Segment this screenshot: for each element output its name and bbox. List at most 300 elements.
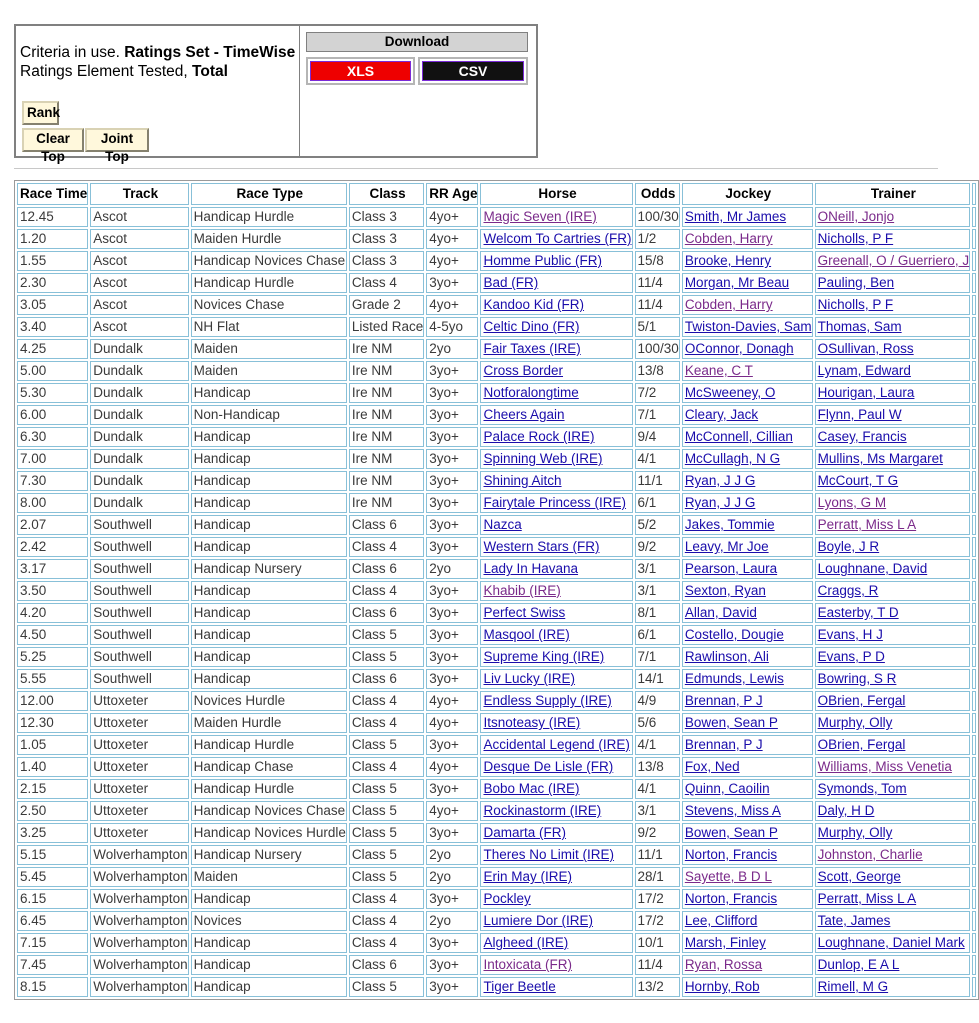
- horse-link[interactable]: Masqool (IRE): [483, 627, 570, 642]
- cell-race-time: 4.25: [17, 339, 88, 359]
- cell-overflow: [972, 471, 976, 491]
- cell-class: Class 6: [349, 603, 424, 623]
- jockey-link[interactable]: Pearson, Laura: [684, 561, 778, 576]
- cell-rr-age: 3yo+: [426, 955, 478, 975]
- table-row: [17, 207, 976, 227]
- horse-link[interactable]: Palace Rock (IRE): [483, 429, 595, 444]
- cell-race-type: Handicap: [191, 581, 347, 601]
- cell-race-time: 3.17: [17, 559, 88, 579]
- cell-class: Class 6: [349, 515, 424, 535]
- cell-race-type: Handicap Novices Chase: [191, 801, 347, 821]
- jockey-link[interactable]: Lee, Clifford: [684, 913, 758, 928]
- jockey-link[interactable]: Sexton, Ryan: [684, 583, 766, 598]
- cell-overflow: [972, 933, 976, 953]
- cell-rr-age: 4yo+: [426, 757, 478, 777]
- element-value: Total: [192, 63, 228, 80]
- cell-odds: 100/30: [635, 339, 680, 359]
- cell-horse: [480, 471, 632, 491]
- cell-race-time: 5.55: [17, 669, 88, 689]
- cell-trainer: [815, 955, 971, 975]
- cell-track: Ascot: [90, 295, 188, 315]
- jockey-link[interactable]: McConnell, Cillian: [684, 429, 793, 444]
- criteria-line-element: [20, 62, 299, 81]
- cell-class: Class 6: [349, 669, 424, 689]
- cell-jockey: [682, 273, 813, 293]
- trainer-link[interactable]: Thomas, Sam: [817, 319, 902, 334]
- col-header-class[interactable]: Class: [349, 183, 424, 205]
- trainer-link[interactable]: Perratt, Miss L A: [817, 891, 917, 906]
- cell-race-time: 12.00: [17, 691, 88, 711]
- cell-jockey: [682, 625, 813, 645]
- jockey-link[interactable]: Cobden, Harry: [684, 231, 773, 246]
- horse-link[interactable]: Pockley: [483, 891, 531, 906]
- trainer-link[interactable]: Rimell, M G: [817, 979, 889, 994]
- jockey-link[interactable]: Bowen, Sean P: [684, 715, 778, 730]
- horse-link[interactable]: Damarta (FR): [483, 825, 566, 840]
- cell-track: Wolverhampton: [90, 889, 188, 909]
- cell-overflow: [972, 427, 976, 447]
- cell-race-type: Handicap: [191, 933, 347, 953]
- jockey-link[interactable]: OConnor, Donagh: [684, 341, 794, 356]
- horse-link[interactable]: Intoxicata (FR): [483, 957, 573, 972]
- jockey-link[interactable]: Marsh, Finley: [684, 935, 766, 950]
- cell-horse: [480, 801, 632, 821]
- horse-link[interactable]: Endless Supply (IRE): [483, 693, 612, 708]
- cell-horse: [480, 559, 632, 579]
- cell-trainer: [815, 581, 971, 601]
- trainer-link[interactable]: Greenall, O / Guerriero, J: [817, 253, 970, 268]
- cell-rr-age: 3yo+: [426, 735, 478, 755]
- cell-overflow: [972, 757, 976, 777]
- cell-race-time: 6.00: [17, 405, 88, 425]
- cell-rr-age: 3yo+: [426, 361, 478, 381]
- cell-trainer: [815, 383, 971, 403]
- cell-race-type: Maiden Hurdle: [191, 713, 347, 733]
- trainer-link[interactable]: Johnston, Charlie: [817, 847, 923, 862]
- jockey-link[interactable]: Jakes, Tommie: [684, 517, 775, 532]
- cell-race-type: Handicap: [191, 625, 347, 645]
- cell-trainer: [815, 449, 971, 469]
- cell-odds: 11/4: [635, 955, 680, 975]
- horse-link[interactable]: Kandoo Kid (FR): [483, 297, 585, 312]
- horse-link[interactable]: Lumiere Dor (IRE): [483, 913, 594, 928]
- jockey-link[interactable]: Norton, Francis: [684, 891, 778, 906]
- cell-odds: 13/8: [635, 361, 680, 381]
- cell-overflow: [972, 977, 976, 997]
- cell-jockey: [682, 977, 813, 997]
- horse-link[interactable]: Bad (FR): [483, 275, 539, 290]
- cell-rr-age: 2yo: [426, 339, 478, 359]
- trainer-link[interactable]: Loughnane, David: [817, 561, 928, 576]
- cell-overflow: [972, 361, 976, 381]
- cell-odds: 13/8: [635, 757, 680, 777]
- cell-overflow: [972, 493, 976, 513]
- cell-race-type: Handicap: [191, 449, 347, 469]
- jockey-link[interactable]: Costello, Dougie: [684, 627, 784, 642]
- trainer-link[interactable]: Casey, Francis: [817, 429, 907, 444]
- jockey-link[interactable]: Quinn, Caoilin: [684, 781, 770, 796]
- trainer-link[interactable]: Evans, P D: [817, 649, 885, 664]
- cell-overflow: [972, 383, 976, 403]
- table-row: [17, 625, 976, 645]
- trainer-link[interactable]: McCourt, T G: [817, 473, 899, 488]
- table-header-row: [17, 183, 976, 205]
- horse-link[interactable]: Desque De Lisle (FR): [483, 759, 614, 774]
- trainer-link[interactable]: OBrien, Fergal: [817, 737, 906, 752]
- table-row: [17, 405, 976, 425]
- horse-link[interactable]: Rockinastorm (IRE): [483, 803, 602, 818]
- table-row: [17, 691, 976, 711]
- table-row: [17, 273, 976, 293]
- horse-link[interactable]: Cheers Again: [483, 407, 565, 422]
- jockey-link[interactable]: Ryan, J J G: [684, 495, 756, 510]
- horse-link[interactable]: Magic Seven (IRE): [483, 209, 597, 224]
- cell-rr-age: 3yo+: [426, 647, 478, 667]
- horse-link[interactable]: Liv Lucky (IRE): [483, 671, 576, 686]
- trainer-link[interactable]: Williams, Miss Venetia: [817, 759, 952, 774]
- cell-odds: 9/4: [635, 427, 680, 447]
- cell-race-type: Maiden: [191, 339, 347, 359]
- cell-race-time: 3.05: [17, 295, 88, 315]
- horse-link[interactable]: Supreme King (IRE): [483, 649, 605, 664]
- cell-horse: [480, 691, 632, 711]
- col-header-odds[interactable]: Odds: [635, 183, 680, 205]
- jockey-link[interactable]: Hornby, Rob: [684, 979, 760, 994]
- jockey-link[interactable]: Allan, David: [684, 605, 757, 620]
- download-csv-button[interactable]: [418, 57, 528, 85]
- cell-race-type: Handicap Hurdle: [191, 207, 347, 227]
- cell-odds: 14/1: [635, 669, 680, 689]
- cell-race-type: Handicap Novices Chase: [191, 251, 347, 271]
- trainer-link[interactable]: Symonds, Tom: [817, 781, 907, 796]
- cell-race-type: Handicap: [191, 603, 347, 623]
- jockey-link[interactable]: Ryan, J J G: [684, 473, 756, 488]
- element-label: Ratings Element Tested,: [20, 63, 193, 80]
- cell-race-type: Novices Hurdle: [191, 691, 347, 711]
- trainer-link[interactable]: OBrien, Fergal: [817, 693, 906, 708]
- cell-horse: [480, 361, 632, 381]
- cell-overflow: [972, 889, 976, 909]
- horse-link[interactable]: Itsnoteasy (IRE): [483, 715, 581, 730]
- clear-top-button[interactable]: Clear Top: [22, 128, 84, 152]
- cell-race-type: Handicap: [191, 515, 347, 535]
- cell-race-type: Handicap Novices Hurdle: [191, 823, 347, 843]
- cell-odds: 9/2: [635, 823, 680, 843]
- cell-overflow: [972, 405, 976, 425]
- cell-class: Class 4: [349, 713, 424, 733]
- cell-race-time: 12.30: [17, 713, 88, 733]
- table-row: [17, 977, 976, 997]
- horse-link[interactable]: Shining Aitch: [483, 473, 562, 488]
- cell-race-time: 4.20: [17, 603, 88, 623]
- jockey-link[interactable]: Cleary, Jack: [684, 407, 759, 422]
- trainer-link[interactable]: Hourigan, Laura: [817, 385, 915, 400]
- table-row: [17, 317, 976, 337]
- cell-rr-age: 3yo+: [426, 823, 478, 843]
- cell-class: Class 4: [349, 581, 424, 601]
- table-row: [17, 559, 976, 579]
- cell-odds: 11/1: [635, 471, 680, 491]
- cell-rr-age: 3yo+: [426, 537, 478, 557]
- jockey-link[interactable]: Smith, Mr James: [684, 209, 787, 224]
- trainer-link[interactable]: Murphy, Olly: [817, 715, 893, 730]
- cell-horse: [480, 669, 632, 689]
- cell-overflow: [972, 647, 976, 667]
- cell-rr-age: 2yo: [426, 867, 478, 887]
- trainer-link[interactable]: Evans, H J: [817, 627, 883, 642]
- horse-link[interactable]: Algheed (IRE): [483, 935, 569, 950]
- jockey-link[interactable]: Cobden, Harry: [684, 297, 773, 312]
- cell-race-time: 5.45: [17, 867, 88, 887]
- cell-trainer: [815, 537, 971, 557]
- cell-jockey: [682, 933, 813, 953]
- download-panel: [300, 26, 536, 156]
- jockey-link[interactable]: Brooke, Henry: [684, 253, 772, 268]
- table-row: [17, 493, 976, 513]
- table-row: [17, 867, 976, 887]
- cell-trainer: [815, 273, 971, 293]
- cell-rr-age: 4yo+: [426, 229, 478, 249]
- cell-overflow: [972, 207, 976, 227]
- cell-race-type: Novices: [191, 911, 347, 931]
- horse-link[interactable]: Western Stars (FR): [483, 539, 600, 554]
- col-header-track[interactable]: Track: [90, 183, 188, 205]
- horse-link[interactable]: Erin May (IRE): [483, 869, 572, 884]
- col-header-rr-age[interactable]: RR Age: [426, 183, 478, 205]
- trainer-link[interactable]: Lynam, Edward: [817, 363, 911, 378]
- trainer-link[interactable]: Perratt, Miss L A: [817, 517, 917, 532]
- jockey-link[interactable]: McCullagh, N G: [684, 451, 781, 466]
- trainer-link[interactable]: Easterby, T D: [817, 605, 899, 620]
- table-row: [17, 603, 976, 623]
- jockey-link[interactable]: Rawlinson, Ali: [684, 649, 769, 664]
- rank-button[interactable]: Rank: [22, 101, 59, 125]
- cell-horse: [480, 867, 632, 887]
- trainer-link[interactable]: OSullivan, Ross: [817, 341, 914, 356]
- cell-overflow: [972, 251, 976, 271]
- cell-odds: 28/1: [635, 867, 680, 887]
- table-row: [17, 933, 976, 953]
- horse-link[interactable]: Fairytale Princess (IRE): [483, 495, 627, 510]
- horse-link[interactable]: Bobo Mac (IRE): [483, 781, 580, 796]
- cell-rr-age: 3yo+: [426, 449, 478, 469]
- jockey-link[interactable]: Keane, C T: [684, 363, 753, 378]
- jockey-link[interactable]: Stevens, Miss A: [684, 803, 781, 818]
- col-header-horse[interactable]: Horse: [480, 183, 632, 205]
- trainer-link[interactable]: ONeill, Jonjo: [817, 209, 895, 224]
- trainer-link[interactable]: Loughnane, Daniel Mark: [817, 935, 965, 950]
- jockey-link[interactable]: Fox, Ned: [684, 759, 740, 774]
- cell-rr-age: 3yo+: [426, 603, 478, 623]
- trainer-link[interactable]: Bowring, S R: [817, 671, 897, 686]
- cell-race-type: Handicap: [191, 669, 347, 689]
- table-row: [17, 537, 976, 557]
- horse-link[interactable]: Welcom To Cartries (FR): [483, 231, 632, 246]
- cell-odds: 15/8: [635, 251, 680, 271]
- trainer-link[interactable]: Daly, H D: [817, 803, 875, 818]
- cell-track: Southwell: [90, 581, 188, 601]
- cell-race-type: Handicap: [191, 647, 347, 667]
- cell-trainer: [815, 229, 971, 249]
- jockey-link[interactable]: Norton, Francis: [684, 847, 778, 862]
- trainer-link[interactable]: Craggs, R: [817, 583, 879, 598]
- trainer-link[interactable]: Pauling, Ben: [817, 275, 895, 290]
- jockey-link[interactable]: Morgan, Mr Beau: [684, 275, 790, 290]
- table-row: [17, 229, 976, 249]
- trainer-link[interactable]: Nicholls, P F: [817, 297, 894, 312]
- cell-odds: 13/2: [635, 977, 680, 997]
- horse-link[interactable]: Lady In Havana: [483, 561, 579, 576]
- cell-race-time: 6.15: [17, 889, 88, 909]
- horse-link[interactable]: Theres No Limit (IRE): [483, 847, 615, 862]
- trainer-link[interactable]: Lyons, G M: [817, 495, 887, 510]
- cell-odds: 10/1: [635, 933, 680, 953]
- cell-horse: [480, 449, 632, 469]
- download-xls-button[interactable]: [306, 57, 415, 85]
- cell-track: Dundalk: [90, 427, 188, 447]
- horse-link[interactable]: Tiger Beetle: [483, 979, 556, 994]
- jockey-link[interactable]: Bowen, Sean P: [684, 825, 778, 840]
- table-row: [17, 295, 976, 315]
- cell-trainer: [815, 713, 971, 733]
- cell-horse: [480, 911, 632, 931]
- cell-horse: [480, 515, 632, 535]
- horse-link[interactable]: Fair Taxes (IRE): [483, 341, 581, 356]
- cell-trainer: [815, 317, 971, 337]
- cell-overflow: [972, 691, 976, 711]
- cell-horse: [480, 427, 632, 447]
- col-header-trainer[interactable]: Trainer: [815, 183, 971, 205]
- joint-top-button[interactable]: Joint Top: [85, 128, 149, 152]
- cell-trainer: [815, 515, 971, 535]
- jockey-link[interactable]: Leavy, Mr Joe: [684, 539, 769, 554]
- xls-label: XLS: [310, 61, 411, 81]
- cell-jockey: [682, 229, 813, 249]
- table-row: [17, 647, 976, 667]
- trainer-link[interactable]: Nicholls, P F: [817, 231, 894, 246]
- criteria-label: Criteria in use.: [20, 44, 125, 61]
- cell-track: Dundalk: [90, 339, 188, 359]
- cell-race-type: Handicap Chase: [191, 757, 347, 777]
- cell-rr-age: 3yo+: [426, 273, 478, 293]
- cell-class: Ire NM: [349, 449, 424, 469]
- cell-odds: 6/1: [635, 493, 680, 513]
- cell-jockey: [682, 559, 813, 579]
- horse-link[interactable]: Perfect Swiss: [483, 605, 566, 620]
- cell-class: Class 5: [349, 801, 424, 821]
- cell-class: Ire NM: [349, 361, 424, 381]
- horse-link[interactable]: Cross Border: [483, 363, 564, 378]
- cell-track: Ascot: [90, 229, 188, 249]
- trainer-link[interactable]: Scott, George: [817, 869, 901, 884]
- horse-link[interactable]: Khabib (IRE): [483, 583, 561, 598]
- cell-track: Southwell: [90, 603, 188, 623]
- horse-link[interactable]: Spinning Web (IRE): [483, 451, 603, 466]
- cell-rr-age: 3yo+: [426, 383, 478, 403]
- jockey-link[interactable]: Edmunds, Lewis: [684, 671, 784, 686]
- cell-rr-age: 3yo+: [426, 933, 478, 953]
- table-row: [17, 383, 976, 403]
- cell-odds: 6/1: [635, 625, 680, 645]
- col-header-race-time[interactable]: Race Time: [17, 183, 88, 205]
- cell-track: Southwell: [90, 537, 188, 557]
- jockey-link[interactable]: Sayette, B D L: [684, 869, 772, 884]
- horse-link[interactable]: Notforalongtime: [483, 385, 579, 400]
- col-header-jockey[interactable]: Jockey: [682, 183, 813, 205]
- cell-race-time: 5.30: [17, 383, 88, 403]
- cell-trainer: [815, 845, 971, 865]
- horse-link[interactable]: Celtic Dino (FR): [483, 319, 580, 334]
- cell-class: Grade 2: [349, 295, 424, 315]
- cell-class: Class 3: [349, 251, 424, 271]
- cell-jockey: [682, 845, 813, 865]
- trainer-link[interactable]: Tate, James: [817, 913, 891, 928]
- jockey-link[interactable]: Ryan, Rossa: [684, 957, 763, 972]
- jockey-link[interactable]: McSweeney, O: [684, 385, 776, 400]
- cell-trainer: [815, 471, 971, 491]
- cell-rr-age: 4yo+: [426, 251, 478, 271]
- trainer-link[interactable]: Boyle, J R: [817, 539, 880, 554]
- ratings-set-value: Ratings Set - TimeWise: [124, 44, 296, 61]
- cell-overflow: [972, 339, 976, 359]
- cell-jockey: [682, 867, 813, 887]
- cell-class: Class 4: [349, 537, 424, 557]
- cell-race-type: Handicap: [191, 889, 347, 909]
- cell-track: Ascot: [90, 251, 188, 271]
- trainer-link[interactable]: Dunlop, E A L: [817, 957, 900, 972]
- cell-horse: [480, 581, 632, 601]
- cell-class: Class 5: [349, 779, 424, 799]
- cell-overflow: [972, 911, 976, 931]
- cell-odds: 11/1: [635, 845, 680, 865]
- jockey-link[interactable]: Twiston-Davies, Sam: [684, 319, 812, 334]
- criteria-panel: [14, 24, 538, 164]
- horse-link[interactable]: Accidental Legend (IRE): [483, 737, 630, 752]
- cell-track: Ascot: [90, 317, 188, 337]
- col-header-race-type[interactable]: Race Type: [191, 183, 347, 205]
- trainer-link[interactable]: Mullins, Ms Margaret: [817, 451, 943, 466]
- cell-jockey: [682, 361, 813, 381]
- cell-odds: 5/2: [635, 515, 680, 535]
- cell-race-type: Handicap: [191, 977, 347, 997]
- cell-jockey: [682, 427, 813, 447]
- cell-jockey: [682, 889, 813, 909]
- cell-trainer: [815, 779, 971, 799]
- table-row: [17, 515, 976, 535]
- cell-horse: [480, 229, 632, 249]
- cell-class: Ire NM: [349, 339, 424, 359]
- cell-odds: 1/2: [635, 229, 680, 249]
- cell-race-time: 7.15: [17, 933, 88, 953]
- cell-overflow: [972, 449, 976, 469]
- csv-label: CSV: [422, 61, 524, 81]
- cell-race-type: Handicap Hurdle: [191, 779, 347, 799]
- cell-track: Dundalk: [90, 449, 188, 469]
- trainer-link[interactable]: Flynn, Paul W: [817, 407, 902, 422]
- jockey-link[interactable]: Brennan, P J: [684, 693, 763, 708]
- cell-class: Class 6: [349, 559, 424, 579]
- trainer-link[interactable]: Murphy, Olly: [817, 825, 893, 840]
- cell-odds: 4/1: [635, 449, 680, 469]
- cell-rr-age: 3yo+: [426, 405, 478, 425]
- jockey-link[interactable]: Brennan, P J: [684, 737, 763, 752]
- cell-race-type: Handicap Hurdle: [191, 735, 347, 755]
- horse-link[interactable]: Homme Public (FR): [483, 253, 602, 268]
- cell-track: Southwell: [90, 647, 188, 667]
- horse-link[interactable]: Nazca: [483, 517, 522, 532]
- cell-track: Ascot: [90, 207, 188, 227]
- cell-rr-age: 3yo+: [426, 515, 478, 535]
